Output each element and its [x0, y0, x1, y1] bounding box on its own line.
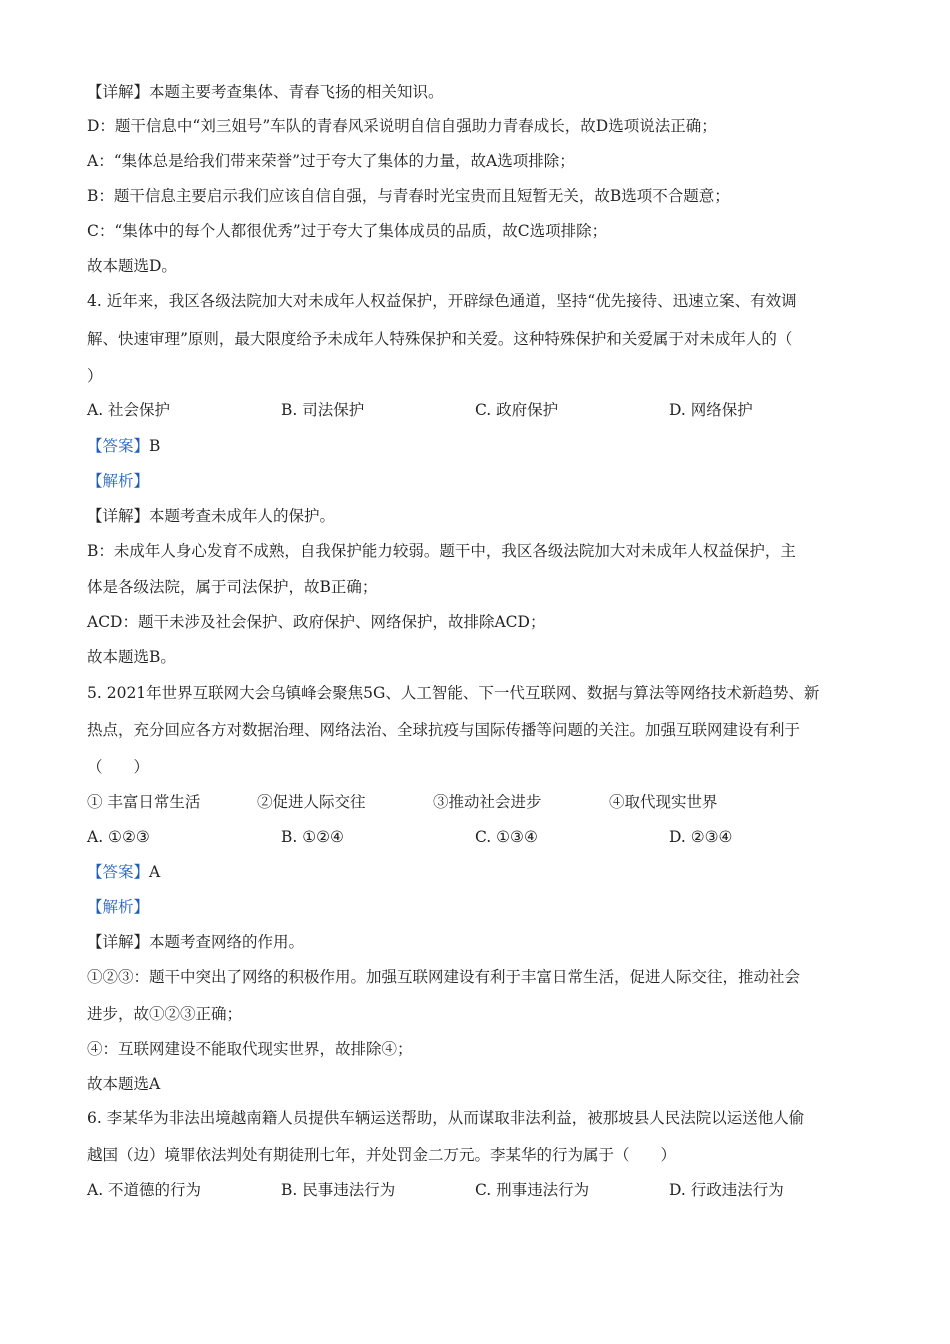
q5-stem-line1: 5. 2021年世界互联网大会乌镇峰会聚焦5G、人工智能、下一代互联网、数据与算法等网络技术新趋势、新 [87, 684, 820, 702]
q4-option-b: B. 司法保护 [281, 401, 365, 419]
q5-answer [87, 862, 160, 882]
q5-item-1: ① 丰富日常生活 [87, 793, 201, 811]
q4-stem-line3: ） [87, 367, 103, 385]
q4-stem-line2: 解、快速审理”原则，最大限度给予未成年人特殊保护和关爱。这种特殊保护和关爱属于对未成年人的（ [87, 330, 793, 348]
q4-option-a: A. 社会保护 [87, 401, 171, 419]
q6-option-a: A. 不道德的行为 [87, 1181, 202, 1199]
q5-option-b: B. ①②④ [281, 828, 344, 846]
q6-option-b: B. 民事违法行为 [281, 1181, 396, 1199]
q5-option-d: D. ②③④ [669, 828, 733, 846]
q4-conclusion: 故本题选B。 [87, 648, 176, 666]
q5-item-3: ③推动社会进步 [433, 793, 542, 811]
q3-analysis-c: C：“集体中的每个人都很优秀”过于夸大了集体成员的品质，故C选项排除； [87, 222, 608, 240]
q5-answer-value: A [149, 863, 161, 881]
q4-detail: 【详解】本题考查未成年人的保护。 [87, 507, 336, 525]
q6-stem-line1: 6. 李某华为非法出境越南籍人员提供车辆运送帮助，从而谋取非法利益，被那坡县人民法院以运送他人偷 [87, 1109, 805, 1127]
q6-stem-line2: 越国（边）境罪依法判处有期徒刑七年，并处罚金二万元。李某华的行为属于（ ） [87, 1146, 677, 1164]
q3-analysis-b: B：题干信息主要启示我们应该自信自强，与青春时光宝贵而且短暂无关，故B选项不合题意； [87, 187, 730, 205]
q4-answer [87, 436, 160, 456]
q4-option-c: C. 政府保护 [475, 401, 559, 419]
q5-item-4: ④取代现实世界 [609, 793, 718, 811]
q5-analysis-4: ④：互联网建设不能取代现实世界，故排除④； [87, 1040, 413, 1058]
q3-analysis-a: A：“集体总是给我们带来荣誉”过于夸大了集体的力量，故A选项排除； [87, 152, 575, 170]
q3-detail: 【详解】本题主要考查集体、青春飞扬的相关知识。 [87, 83, 444, 101]
q4-analysis-acd: ACD：题干未涉及社会保护、政府保护、网络保护，故排除ACD； [87, 613, 546, 631]
q5-detail: 【详解】本题考查网络的作用。 [87, 933, 305, 951]
q4-analysis-tag: 【解析】 [87, 472, 150, 490]
q5-answer-tag: 【答案】 [87, 863, 150, 881]
q5-analysis-123-line2: 进步，故①②③正确； [87, 1005, 243, 1023]
q4-stem-line1: 4. 近年来，我区各级法院加大对未成年人权益保护，开辟绿色通道，坚持“优先接待、迅速立案、有效调 [87, 292, 797, 310]
q4-analysis-b-line1: B：未成年人身心发育不成熟，自我保护能力较弱。题干中，我区各级法院加大对未成年人权益保护，主 [87, 542, 796, 560]
q3-conclusion: 故本题选D。 [87, 257, 177, 275]
q3-analysis-d: D：题干信息中“刘三姐号”车队的青春风采说明自信自强助力青春成长，故D选项说法正确； [87, 117, 717, 135]
q5-option-a: A. ①②③ [87, 828, 150, 846]
q4-option-d: D. 网络保护 [669, 401, 753, 419]
q6-option-c: C. 刑事违法行为 [475, 1181, 590, 1199]
q5-option-c: C. ①③④ [475, 828, 538, 846]
q5-conclusion: 故本题选A [87, 1075, 161, 1093]
q5-item-2: ②促进人际交往 [257, 793, 366, 811]
q5-stem-line3: （ ） [87, 758, 150, 776]
q5-analysis-123-line1: ①②③：题干中突出了网络的积极作用。加强互联网建设有利于丰富日常生活，促进人际交往，推动社会 [87, 968, 801, 986]
q6-option-d: D. 行政违法行为 [669, 1181, 784, 1199]
q5-analysis-tag: 【解析】 [87, 898, 150, 916]
q4-answer-tag: 【答案】 [87, 437, 150, 455]
q4-analysis-b-line2: 体是各级法院，属于司法保护，故B正确； [87, 578, 378, 596]
q4-answer-value: B [149, 437, 161, 455]
q5-stem-line2: 热点，充分回应各方对数据治理、网络法治、全球抗疫与国际传播等问题的关注。加强互联网建设有利于 [87, 721, 801, 739]
